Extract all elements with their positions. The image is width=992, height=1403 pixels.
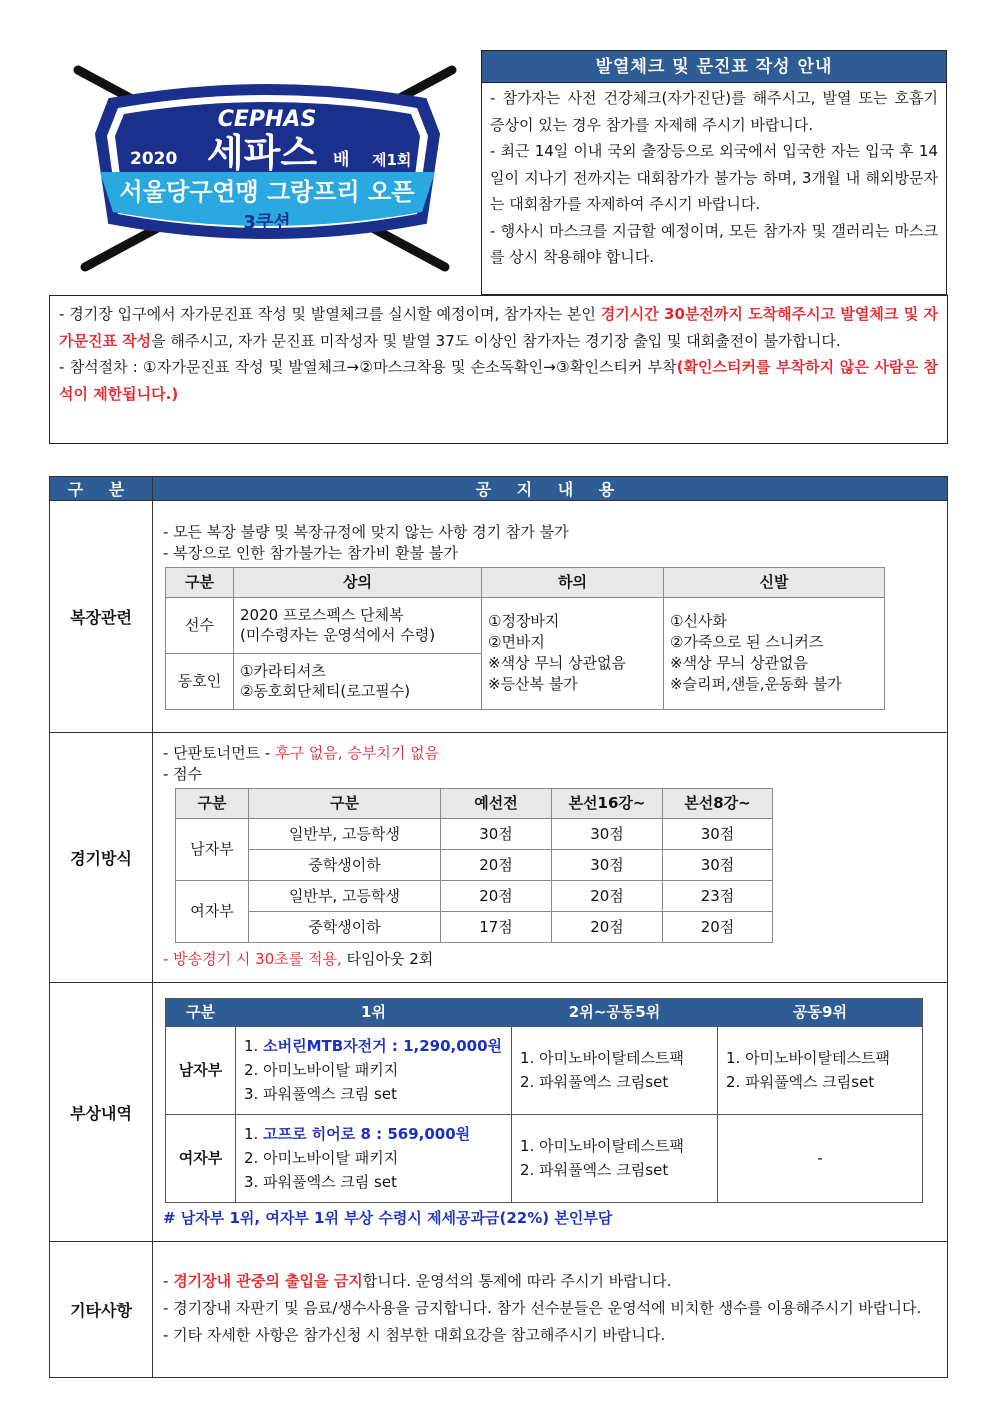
score-female: 여자부 xyxy=(176,881,249,943)
dress-member: 동호인 xyxy=(166,653,234,709)
dress-shoes-4: ※슬리퍼,샌들,운동화 불가 xyxy=(670,675,842,693)
dress-bottom-2: ②면바지 xyxy=(488,633,545,651)
etc-line-1: - 경기장내 관중의 출입을 금지합니다. 운영석의 통제에 따라 주시기 바랍니다. xyxy=(163,1272,672,1290)
score-row: 남자부 일반부, 고등학생 30점 30점 30점 xyxy=(176,819,773,850)
score-row: 중학생이하 17점 20점 20점 xyxy=(176,912,773,943)
logo-brand: CEPHAS xyxy=(217,107,317,132)
prize-male: 남자부 xyxy=(166,1026,236,1114)
header-content: 공 지 내 용 xyxy=(153,477,948,501)
prize-label: 부상내역 xyxy=(50,983,153,1242)
prize-female: 여자부 xyxy=(166,1114,236,1202)
notice-title: 발열체크 및 문진표 작성 안내 xyxy=(482,51,946,83)
game-line-2: - 점수 xyxy=(163,765,203,783)
logo-main: 세파스 xyxy=(206,131,318,175)
dress-player: 선수 xyxy=(166,597,234,653)
etc-label: 기타사항 xyxy=(50,1242,153,1378)
score-male: 남자부 xyxy=(176,819,249,881)
entry-procedure xyxy=(49,295,948,444)
notice-table xyxy=(49,476,948,1378)
prize-male-first-1: 1. 소버린MTB자전거 : 1,290,000원 xyxy=(244,1037,503,1055)
prize-male-first-2: 2. 아미노바이탈 패키지 xyxy=(244,1061,399,1079)
dress-shoes-2: ②가죽으로 된 스니커즈 xyxy=(670,633,824,651)
game-line-1: - 단판토너먼트 - 후구 없음, 승부치기 없음 xyxy=(163,744,440,762)
logo-year: 2020 xyxy=(130,149,178,169)
row-prize xyxy=(50,983,948,1242)
notice-paragraph-3: - 행사시 마스크를 지급할 예정이며, 모든 참가자 및 갤러리는 마스크를 상시 착용해야 합니다. xyxy=(490,221,938,266)
etc-line-2: - 경기장내 자판기 및 음료/생수사용을 금지합니다. 참가 선수분들은 운영석에 비치한 생수를 이용해주시기 바랍니다. xyxy=(163,1299,922,1317)
dress-player-top-2: (미수령자는 운영석에서 수령) xyxy=(240,626,436,644)
dress-label: 복장관련 xyxy=(50,501,153,733)
header-category: 구 분 xyxy=(50,477,153,501)
prize-tax-note: # 남자부 1위, 여자부 1위 부상 수령시 제세공과금(22%) 본인부담 xyxy=(163,1208,613,1227)
entry-arrival-warning: 경기시간 30분전까지 도착해주시고 발열체크 및 자가문진표 작성 xyxy=(59,305,938,350)
game-label: 경기방식 xyxy=(50,733,153,983)
dress-col-top: 상의 xyxy=(234,567,482,597)
dress-col-div: 구분 xyxy=(166,567,234,597)
entry-sticker-warning: (확인스티커를 부착하지 않은 사람은 참석이 제한됩니다.) xyxy=(59,358,938,403)
prize-female-first-1: 1. 고프로 히어로 8 : 569,000원 xyxy=(244,1125,471,1143)
dress-bottom-4: ※등산복 불가 xyxy=(488,675,578,693)
dress-col-shoes: 신발 xyxy=(664,567,885,597)
dress-shoes-3: ※색상 무늬 상관없음 xyxy=(670,654,809,672)
logo-edition: 제1회 xyxy=(372,151,412,169)
etc-line-3: - 기타 자세한 사항은 참가신청 시 첨부한 대회요강을 참고해주시기 바랍니다. xyxy=(163,1326,666,1344)
dress-col-bottom: 하의 xyxy=(482,567,664,597)
score-row: 여자부 일반부, 고등학생 20점 20점 23점 xyxy=(176,881,773,912)
score-row: 중학생이하 20점 30점 30점 xyxy=(176,850,773,881)
dress-table xyxy=(165,567,885,710)
score-table: 구분 구분 예선전 본선16강~ 본선8강~ 남자부 일반부, 고등학생 30점 30점 30점 중학생이하 20점 30점 30점 여자부 일반부, 고등학생 20점 20점 23점 중학생이하 17점 20점 20점 xyxy=(175,788,773,943)
prize-table: 구분 1위 2위~공동5위 공동9위 남자부 1. 소버린MTB자전거 : 1,290,000원 2. 아미노바이탈 패키지 3. 파워풀엑스 크림 set 1. 아미노바이탈테스트팩 2. 파워풀엑스 크림set 1. 아미노바이탈테스트팩 2. 파워풀엑스 크림set 여자부 1. 고프로 히어로 8 : 569,000원 2. 아미노바이탈 패키지 3. 파워풀엑스 크림 set 1. 아미노바이탈테스트팩 2. 파워풀엑스 크림set - xyxy=(165,998,923,1203)
row-dress xyxy=(50,501,948,733)
row-game xyxy=(50,733,948,983)
dress-line-2: - 복장으로 인한 참가불가는 참가비 환불 불가 xyxy=(163,543,458,562)
cephas-logo xyxy=(70,62,465,274)
game-rule-note: 후구 없음, 승부치기 없음 xyxy=(275,744,440,762)
dress-player-top-1: 2020 프로스펙스 단체복 xyxy=(240,606,404,624)
dress-member-top-1: ①카라티셔츠 xyxy=(240,662,326,680)
prize-female-ninth: - xyxy=(718,1114,923,1202)
logo-suffix: 배 xyxy=(333,150,350,170)
notice-paragraph-1: - 참가자는 사전 건강체크(자가진단)를 해주시고, 발열 또는 호흡기 증상이 있는 경우 참가를 자제해 주시기 바랍니다. xyxy=(490,89,938,134)
notice-paragraph-2: - 최근 14일 이내 국외 출장등으로 외국에서 입국한 자는 입국 후 14일이 지나기 전까지는 대회참가가 불가능 하며, 3개월 내 해외방문자는 대회참가를 자제하여 주시기 바랍니다. xyxy=(490,142,938,213)
dress-bottom-1: ①정장바지 xyxy=(488,612,560,630)
dress-member-top-2: ②동호회단체티(로고필수) xyxy=(240,682,411,700)
dress-shoes-1: ①신사화 xyxy=(670,612,727,630)
logo-game: 3쿠션 xyxy=(243,212,291,233)
fever-check-notice xyxy=(481,50,947,295)
game-broadcast-note: - 방송경기 시 30초룰 적용, 타임아웃 2회 xyxy=(163,950,434,968)
entry-paragraph-1: - 경기장 입구에서 자가문진표 작성 및 발열체크를 실시할 예정이며, 참가자는 본인 경기시간 30분전까지 도착해주시고 발열체크 및 자가문진표 작성을 해주시고, 자가 문진표 미작성자 및 발열 37도 이상인 참가자는 경기장 출입 및 대회출전이 불가합니다. xyxy=(59,305,938,350)
dress-bottom-3: ※색상 무늬 상관없음 xyxy=(488,654,627,672)
row-etc xyxy=(50,1242,948,1378)
logo-subtitle: 서울당구연맹 그랑프리 오픈 xyxy=(119,178,415,206)
entry-paragraph-2: - 참석절차 : ①자가문진표 작성 및 발열체크→②마스크착용 및 손소독확인→③확인스티커 부착(확인스티커를 부착하지 않은 사람은 참석이 제한됩니다.) xyxy=(59,358,938,403)
prize-male-first-3: 3. 파워풀엑스 크림 set xyxy=(244,1085,397,1103)
dress-line-1: - 모든 복장 불량 및 복장규정에 맞지 않는 사항 경기 참가 불가 xyxy=(163,522,569,541)
